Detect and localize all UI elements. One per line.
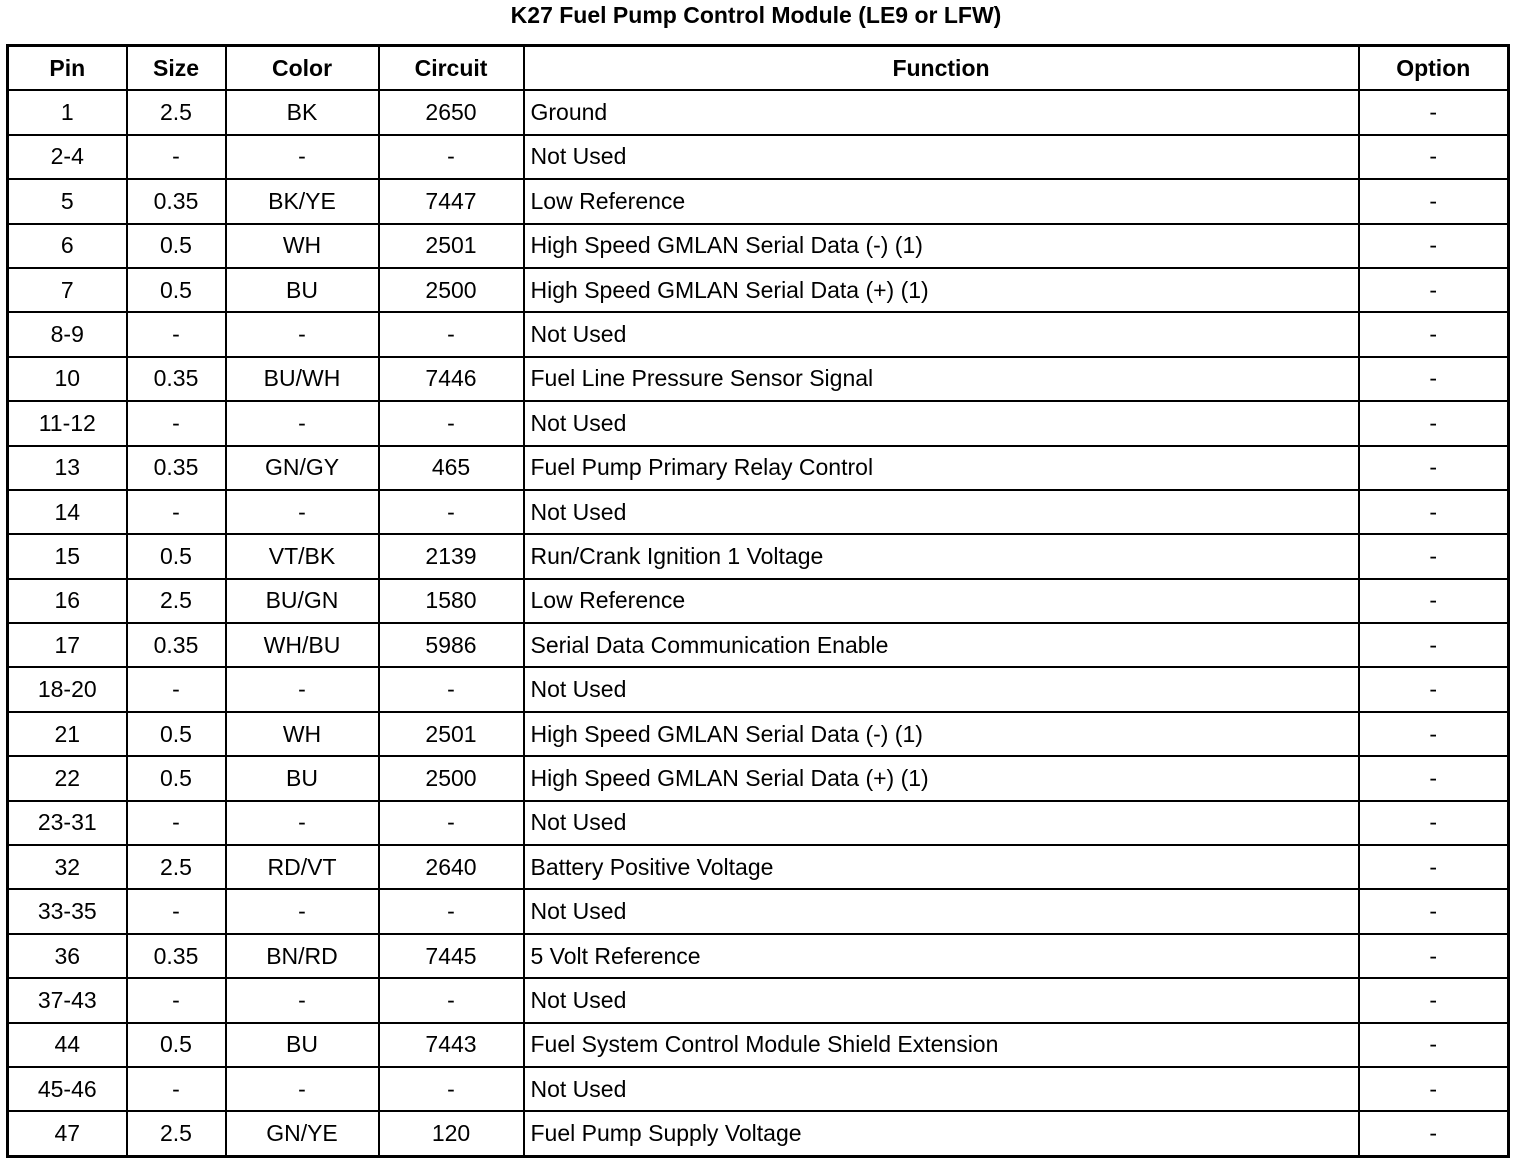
table-row: [8, 490, 1509, 534]
cell-option: -: [1359, 224, 1509, 268]
cell-color: BU/WH: [226, 357, 379, 401]
cell-circuit: -: [379, 667, 524, 711]
cell-color: -: [226, 889, 379, 933]
table-row: [8, 845, 1509, 889]
cell-color: WH: [226, 712, 379, 756]
table-row: [8, 224, 1509, 268]
header-color: Color: [226, 46, 379, 91]
document-title: K27 Fuel Pump Control Module (LE9 or LFW): [510, 2, 1002, 28]
cell-function: High Speed GMLAN Serial Data (-) (1): [524, 224, 1359, 268]
cell-function: Low Reference: [524, 179, 1359, 223]
cell-function: Not Used: [524, 401, 1359, 445]
cell-pin: 10: [8, 357, 127, 401]
cell-size: -: [127, 1067, 226, 1111]
table-row: [8, 623, 1509, 667]
cell-size: 2.5: [127, 90, 226, 134]
table-row: [8, 889, 1509, 933]
cell-circuit: 2640: [379, 845, 524, 889]
cell-circuit: 2500: [379, 756, 524, 800]
cell-circuit: 7443: [379, 1023, 524, 1067]
cell-function: Not Used: [524, 312, 1359, 356]
cell-size: 0.5: [127, 712, 226, 756]
cell-color: -: [226, 312, 379, 356]
cell-size: -: [127, 135, 226, 179]
cell-size: 0.35: [127, 446, 226, 490]
cell-color: WH: [226, 224, 379, 268]
cell-pin: 14: [8, 490, 127, 534]
table-row: [8, 756, 1509, 800]
cell-size: -: [127, 312, 226, 356]
cell-circuit: 7446: [379, 357, 524, 401]
cell-option: -: [1359, 268, 1509, 312]
cell-size: 2.5: [127, 579, 226, 623]
cell-pin: 17: [8, 623, 127, 667]
table-row: [8, 1111, 1509, 1156]
table-row: [8, 1023, 1509, 1067]
cell-function: High Speed GMLAN Serial Data (+) (1): [524, 268, 1359, 312]
cell-option: -: [1359, 934, 1509, 978]
cell-color: BU: [226, 1023, 379, 1067]
cell-pin: 22: [8, 756, 127, 800]
cell-function: Ground: [524, 90, 1359, 134]
cell-size: 2.5: [127, 1111, 226, 1156]
cell-pin: 2-4: [8, 135, 127, 179]
cell-size: -: [127, 667, 226, 711]
cell-option: -: [1359, 90, 1509, 134]
table-row: [8, 90, 1509, 134]
cell-option: -: [1359, 401, 1509, 445]
cell-function: Not Used: [524, 667, 1359, 711]
cell-option: -: [1359, 490, 1509, 534]
cell-pin: 8-9: [8, 312, 127, 356]
header-option: Option: [1359, 46, 1509, 91]
cell-option: -: [1359, 446, 1509, 490]
table-row: [8, 357, 1509, 401]
cell-color: -: [226, 401, 379, 445]
cell-size: -: [127, 490, 226, 534]
cell-option: -: [1359, 712, 1509, 756]
cell-pin: 5: [8, 179, 127, 223]
cell-function: Run/Crank Ignition 1 Voltage: [524, 534, 1359, 578]
cell-size: 0.35: [127, 623, 226, 667]
cell-function: Serial Data Communication Enable: [524, 623, 1359, 667]
cell-pin: 11-12: [8, 401, 127, 445]
header-size: Size: [127, 46, 226, 91]
cell-circuit: -: [379, 801, 524, 845]
cell-color: VT/BK: [226, 534, 379, 578]
cell-pin: 1: [8, 90, 127, 134]
cell-circuit: -: [379, 490, 524, 534]
cell-option: -: [1359, 756, 1509, 800]
table-row: [8, 135, 1509, 179]
cell-function: Battery Positive Voltage: [524, 845, 1359, 889]
cell-color: BK/YE: [226, 179, 379, 223]
cell-pin: 21: [8, 712, 127, 756]
cell-color: -: [226, 1067, 379, 1111]
cell-function: Not Used: [524, 490, 1359, 534]
cell-option: -: [1359, 623, 1509, 667]
cell-color: -: [226, 490, 379, 534]
cell-option: -: [1359, 312, 1509, 356]
table-row: [8, 179, 1509, 223]
cell-option: -: [1359, 801, 1509, 845]
pinout-table: [6, 44, 1510, 1158]
cell-option: -: [1359, 1111, 1509, 1156]
cell-size: 0.35: [127, 357, 226, 401]
cell-color: RD/VT: [226, 845, 379, 889]
cell-circuit: 2501: [379, 224, 524, 268]
cell-circuit: 1580: [379, 579, 524, 623]
table-row: [8, 978, 1509, 1022]
cell-circuit: 7445: [379, 934, 524, 978]
cell-option: -: [1359, 1023, 1509, 1067]
cell-option: -: [1359, 667, 1509, 711]
cell-size: 0.5: [127, 1023, 226, 1067]
cell-option: -: [1359, 179, 1509, 223]
cell-function: Not Used: [524, 978, 1359, 1022]
cell-circuit: 2650: [379, 90, 524, 134]
cell-size: -: [127, 401, 226, 445]
cell-function: Fuel System Control Module Shield Extension: [524, 1023, 1359, 1067]
cell-circuit: 2501: [379, 712, 524, 756]
table-row: [8, 934, 1509, 978]
cell-pin: 16: [8, 579, 127, 623]
table-row: [8, 712, 1509, 756]
cell-pin: 18-20: [8, 667, 127, 711]
cell-color: -: [226, 801, 379, 845]
table-row: [8, 312, 1509, 356]
cell-function: Not Used: [524, 889, 1359, 933]
cell-function: Not Used: [524, 135, 1359, 179]
cell-color: BN/RD: [226, 934, 379, 978]
cell-circuit: -: [379, 889, 524, 933]
cell-function: 5 Volt Reference: [524, 934, 1359, 978]
cell-size: 0.5: [127, 268, 226, 312]
cell-pin: 33-35: [8, 889, 127, 933]
cell-size: 2.5: [127, 845, 226, 889]
cell-size: -: [127, 889, 226, 933]
cell-circuit: 2500: [379, 268, 524, 312]
cell-function: Not Used: [524, 801, 1359, 845]
table-body: [8, 90, 1509, 1156]
header-pin: Pin: [8, 46, 127, 91]
cell-pin: 36: [8, 934, 127, 978]
cell-pin: 44: [8, 1023, 127, 1067]
cell-pin: 15: [8, 534, 127, 578]
cell-option: -: [1359, 889, 1509, 933]
cell-pin: 45-46: [8, 1067, 127, 1111]
cell-color: BU: [226, 756, 379, 800]
cell-circuit: -: [379, 978, 524, 1022]
cell-size: 0.35: [127, 179, 226, 223]
header-function: Function: [524, 46, 1359, 91]
cell-size: 0.5: [127, 224, 226, 268]
cell-function: Low Reference: [524, 579, 1359, 623]
table-row: [8, 801, 1509, 845]
cell-size: -: [127, 978, 226, 1022]
cell-size: -: [127, 801, 226, 845]
cell-option: -: [1359, 135, 1509, 179]
cell-function: High Speed GMLAN Serial Data (+) (1): [524, 756, 1359, 800]
cell-color: BU/GN: [226, 579, 379, 623]
cell-circuit: -: [379, 135, 524, 179]
cell-color: -: [226, 667, 379, 711]
cell-color: WH/BU: [226, 623, 379, 667]
cell-size: 0.5: [127, 534, 226, 578]
cell-option: -: [1359, 579, 1509, 623]
cell-pin: 47: [8, 1111, 127, 1156]
cell-function: High Speed GMLAN Serial Data (-) (1): [524, 712, 1359, 756]
cell-function: Not Used: [524, 1067, 1359, 1111]
cell-pin: 23-31: [8, 801, 127, 845]
cell-size: 0.5: [127, 756, 226, 800]
cell-circuit: -: [379, 401, 524, 445]
table-row: [8, 268, 1509, 312]
cell-circuit: 120: [379, 1111, 524, 1156]
cell-color: BU: [226, 268, 379, 312]
cell-option: -: [1359, 357, 1509, 401]
table-row: [8, 1067, 1509, 1111]
table-row: [8, 667, 1509, 711]
table-row: [8, 579, 1509, 623]
cell-circuit: 7447: [379, 179, 524, 223]
cell-pin: 7: [8, 268, 127, 312]
cell-circuit: -: [379, 1067, 524, 1111]
cell-circuit: 5986: [379, 623, 524, 667]
cell-option: -: [1359, 845, 1509, 889]
cell-color: -: [226, 978, 379, 1022]
cell-pin: 32: [8, 845, 127, 889]
cell-pin: 6: [8, 224, 127, 268]
cell-function: Fuel Pump Supply Voltage: [524, 1111, 1359, 1156]
header-circuit: Circuit: [379, 46, 524, 91]
cell-size: 0.35: [127, 934, 226, 978]
table-row: [8, 534, 1509, 578]
cell-circuit: 2139: [379, 534, 524, 578]
cell-function: Fuel Pump Primary Relay Control: [524, 446, 1359, 490]
cell-circuit: -: [379, 312, 524, 356]
cell-option: -: [1359, 1067, 1509, 1111]
cell-color: -: [226, 135, 379, 179]
table-row: [8, 401, 1509, 445]
cell-color: GN/YE: [226, 1111, 379, 1156]
cell-option: -: [1359, 978, 1509, 1022]
cell-function: Fuel Line Pressure Sensor Signal: [524, 357, 1359, 401]
cell-pin: 37-43: [8, 978, 127, 1022]
cell-option: -: [1359, 534, 1509, 578]
table-row: [8, 446, 1509, 490]
cell-circuit: 465: [379, 446, 524, 490]
cell-color: BK: [226, 90, 379, 134]
cell-color: GN/GY: [226, 446, 379, 490]
header-row: [8, 46, 1509, 91]
cell-pin: 13: [8, 446, 127, 490]
